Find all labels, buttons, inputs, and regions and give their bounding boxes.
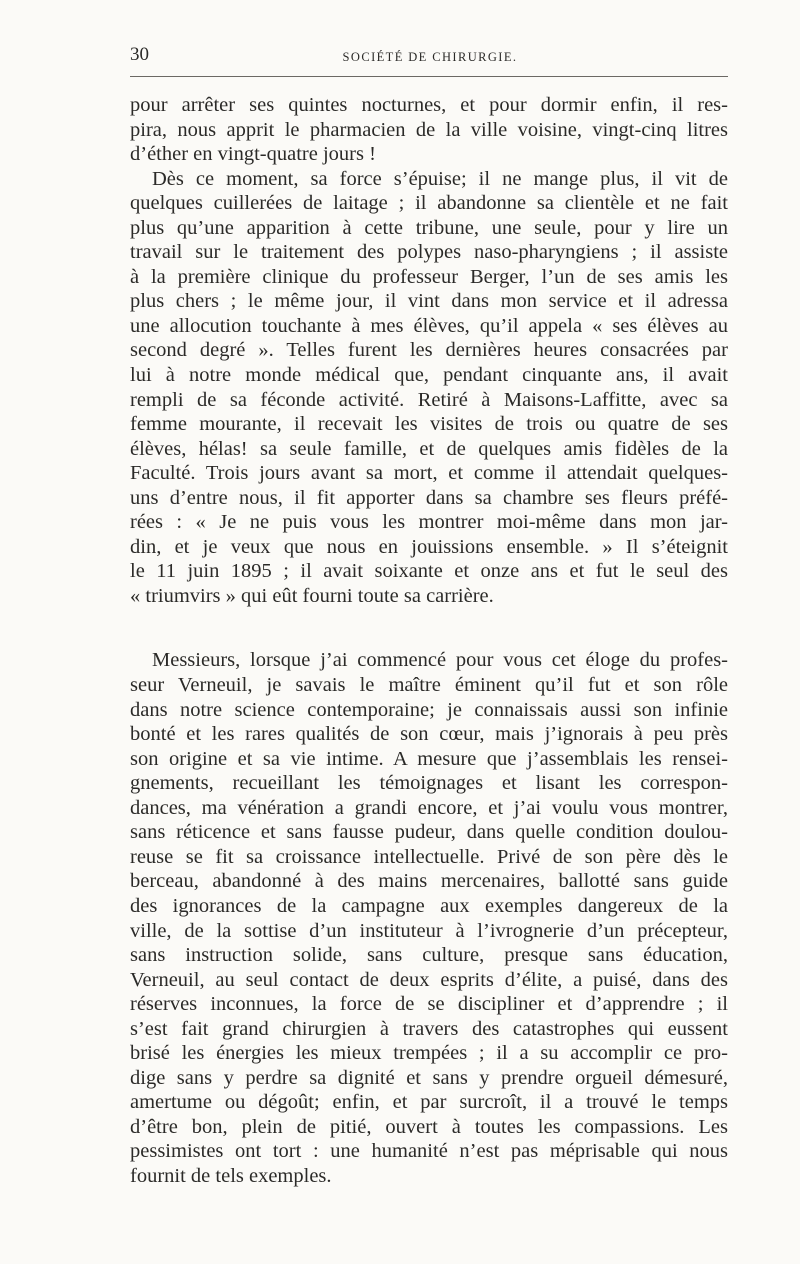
text-line: élèves, hélas! sa seule famille, et de quelques amis fidèles de la: [130, 437, 728, 460]
page-number: 30: [130, 44, 149, 65]
text-line: sans réticence et sans fausse pudeur, dans quelle condition doulou-: [130, 821, 728, 844]
text-line: une allocution touchante à mes élèves, qu’il appela « ses élèves au: [130, 314, 728, 337]
text-line: des ignorances de la campagne aux exemples dangereux de la: [130, 894, 728, 917]
text-line: brisé les énergies les mieux trempées ; il a su accomplir ce pro-: [130, 1042, 728, 1065]
text-line: travail sur le traitement des polypes naso-pharyngiens ; il assiste: [130, 241, 728, 264]
text-line: le 11 juin 1895 ; il avait soixante et onze ans et fut le seul des: [130, 560, 728, 583]
text-line: second degré ». Telles furent les dernières heures consacrées par: [130, 339, 728, 362]
text-line: « triumvirs » qui eût fourni toute sa carrière.: [130, 584, 494, 607]
text-line: ville, de la sottise d’un instituteur à l’ivrognerie d’un précepteur,: [130, 919, 728, 942]
text-line: son origine et sa vie intime. A mesure que j’assemblais les rensei-: [130, 747, 728, 770]
text-line: Verneuil, au seul contact de deux esprits d’élite, a puisé, dans des: [130, 968, 728, 991]
text-line: plus qu’une apparition à cette tribune, une seule, pour y lire un: [130, 216, 728, 239]
text-line: rempli de sa féconde activité. Retiré à Maisons-Laffitte, avec sa: [130, 388, 728, 411]
text-line: pour arrêter ses quintes nocturnes, et pour dormir enfin, il res-: [130, 94, 728, 116]
text-line: s’est fait grand chirurgien à travers des catastrophes qui eussent: [130, 1017, 728, 1040]
text-line: d’être bon, plein de pitié, ouvert à toutes les compassions. Les: [130, 1115, 728, 1138]
text-line: din, et je veux que nous en jouissions ensemble. » Il s’éteignit: [130, 535, 728, 558]
text-line: Faculté. Trois jours avant sa mort, et comme il attendait quelques-: [130, 462, 728, 485]
text-line: rées : « Je ne puis vous les montrer moi-même dans mon jar-: [130, 511, 728, 534]
text-line: pessimistes ont tort : une humanité n’est pas méprisable qui nous: [130, 1140, 728, 1163]
text-line: reuse se fit sa croissance intellectuelle. Privé de son père dès le: [130, 845, 728, 868]
header-rule: [130, 76, 728, 77]
text-line: gnements, recueillant les témoignages et lisant les correspon-: [130, 772, 728, 795]
paragraph-gap: [130, 608, 728, 648]
text-line: lui à notre monde médical que, pendant cinquante ans, il avait: [130, 364, 728, 387]
text-line: Dès ce moment, sa force s’épuise; il ne mange plus, il vit de: [152, 167, 728, 190]
text-line: fournit de tels exemples.: [130, 1164, 332, 1187]
text-line: berceau, abandonné à des mains mercenaires, ballotté sans guide: [130, 870, 728, 893]
text-line: bonté et les rares qualités de son cœur, mais j’ignorais à peu près: [130, 723, 728, 746]
text-line: quelques cuillerées de laitage ; il abandonne sa clientèle et ne fait: [130, 192, 728, 215]
text-line: dances, ma vénération a grandi encore, et j’ai voulu vous montrer,: [130, 796, 728, 819]
text-line: femme mourante, il recevait les visites de trois ou quatre de ses: [130, 413, 728, 436]
paragraph: [130, 167, 728, 609]
text-line: plus chers ; le même jour, il vint dans mon service et il adressa: [130, 290, 728, 313]
text-line: seur Verneuil, je savais le maître éminent qu’il fut et son rôle: [130, 674, 728, 697]
text-line: sans instruction solide, sans culture, presque sans éducation,: [130, 944, 728, 967]
text-line: amertume ou dégoût; enfin, et par surcroît, il a trouvé le temps: [130, 1091, 728, 1114]
text-line: uns d’entre nous, il fit apporter dans sa chambre ses fleurs préfé-: [130, 486, 728, 509]
text-line: pira, nous apprit le pharmacien de la ville voisine, vingt-cinq litres: [130, 118, 728, 141]
paragraph: [130, 93, 728, 167]
paragraph: [130, 648, 728, 1188]
text-line: Messieurs, lorsque j’ai commencé pour vous cet éloge du profes-: [152, 649, 728, 672]
page-header: [130, 42, 730, 72]
running-title: SOCIÉTÉ DE CHIRURGIE.: [342, 50, 518, 64]
text-line: réserves inconnues, la force de se discipliner et d’apprendre ; il: [130, 993, 728, 1016]
text-line: d’éther en vingt-quatre jours !: [130, 143, 376, 166]
body-text: [130, 93, 728, 1189]
text-line: dans notre science contemporaine; je connaissais aussi son infinie: [130, 698, 728, 721]
text-line: à la première clinique du professeur Berger, l’un de ses amis les: [130, 265, 728, 288]
text-line: dige sans y perdre sa dignité et sans y prendre orgueil démesuré,: [130, 1066, 728, 1089]
